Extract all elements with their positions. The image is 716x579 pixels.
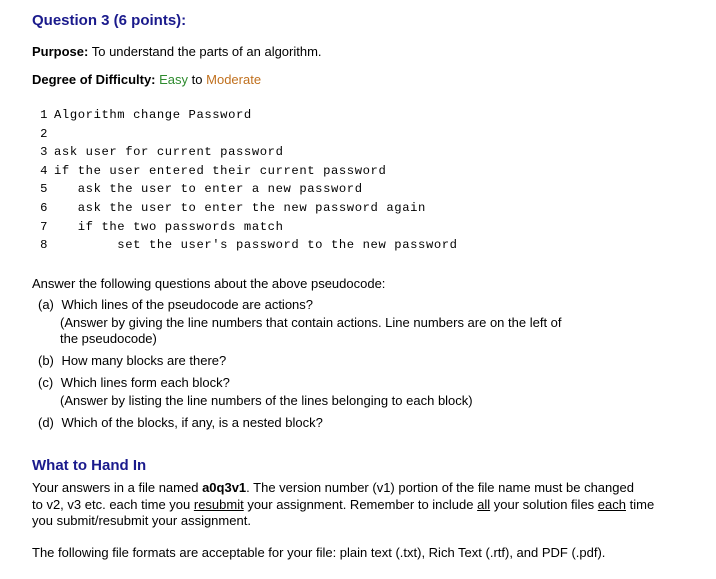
handin-title: What to Hand In [32, 457, 147, 474]
question-d-text: Which of the blocks, if any, is a nested block? [61, 415, 323, 430]
code-line [26, 180, 458, 199]
question-d-label: (d) [38, 415, 54, 430]
pseudocode-block [26, 106, 458, 255]
handin-line-3: you submit/resubmit your assignment. [32, 513, 251, 528]
handin-line-1 [32, 480, 634, 495]
difficulty-label: Degree of Difficulty: [32, 72, 156, 87]
question-a-note-2: the pseudocode) [60, 331, 157, 346]
handin-formats: The following file formats are acceptable for your file: plain text (.txt), Rich Text (.rtf), and PDF (.pdf). [32, 545, 606, 560]
code-line-number: 1 [40, 108, 48, 122]
handin-all: all [477, 497, 491, 512]
purpose-line [32, 44, 322, 59]
code-line-number: 4 [40, 163, 48, 178]
handin-text-1e: your solution files [490, 497, 598, 512]
question-a-text: Which lines of the pseudocode are actions? [61, 297, 314, 312]
difficulty-easy: Easy [159, 72, 189, 87]
question-c-label: (c) [38, 375, 54, 390]
handin-text-1f: time [626, 497, 655, 512]
code-line [26, 218, 458, 237]
code-line-text: if the user entered their current password [54, 163, 387, 178]
code-line-number: 5 [40, 182, 48, 197]
code-line [26, 125, 458, 144]
code-line [26, 162, 458, 181]
code-line [26, 106, 458, 125]
handin-resubmit: resubmit [193, 497, 244, 512]
handin-text-1b: . The version number (v1) portion of the file name must be changed [246, 480, 634, 495]
code-line-number: 2 [40, 126, 48, 141]
question-a-note-1: (Answer by giving the line numbers that contain actions. Line numbers are on the left of [60, 315, 562, 330]
handin-line-2 [32, 497, 654, 512]
handin-each: each [597, 497, 626, 512]
code-line-number: 7 [40, 219, 48, 234]
code-line [26, 199, 458, 218]
handin-filename: a0q3v1 [202, 480, 247, 495]
code-line-number: 6 [40, 200, 48, 215]
code-line-text: set the user's password to the new password [54, 238, 458, 253]
question-b [38, 353, 226, 368]
question-title: Question 3 (6 points): [32, 12, 187, 29]
code-line-text: if the two passwords match [54, 219, 284, 234]
code-line-text: ask the user to enter the new password again [54, 200, 426, 215]
difficulty-line [32, 72, 261, 87]
difficulty-moderate: Moderate [206, 72, 262, 87]
code-line-text: ask the user to enter a new password [54, 182, 363, 197]
handin-text-1c: to v2, v3 etc. each time you [32, 497, 194, 512]
question-c-text: Which lines form each block? [60, 375, 230, 390]
purpose-label: Purpose: [32, 44, 89, 59]
question-c [38, 375, 230, 390]
question-c-note: (Answer by listing the line numbers of the lines belonging to each block) [60, 393, 473, 408]
question-d [38, 415, 323, 430]
answer-intro: Answer the following questions about the above pseudocode: [32, 276, 386, 291]
code-line-number: 8 [40, 238, 48, 253]
handin-text-1a: Your answers in a file named [32, 480, 203, 495]
question-a [38, 297, 313, 312]
question-b-text: How many blocks are there? [61, 353, 227, 368]
code-line [26, 143, 458, 162]
question-b-label: (b) [38, 353, 54, 368]
difficulty-to: to [191, 72, 203, 87]
code-line-text: Algorithm change Password [54, 108, 252, 122]
question-a-label: (a) [38, 297, 54, 312]
code-line-number: 3 [40, 145, 48, 160]
code-line [26, 236, 458, 255]
handin-text-1d: your assignment. Remember to include [243, 497, 478, 512]
code-line-text: ask user for current password [54, 145, 284, 160]
purpose-text: To understand the parts of an algorithm. [91, 44, 322, 59]
